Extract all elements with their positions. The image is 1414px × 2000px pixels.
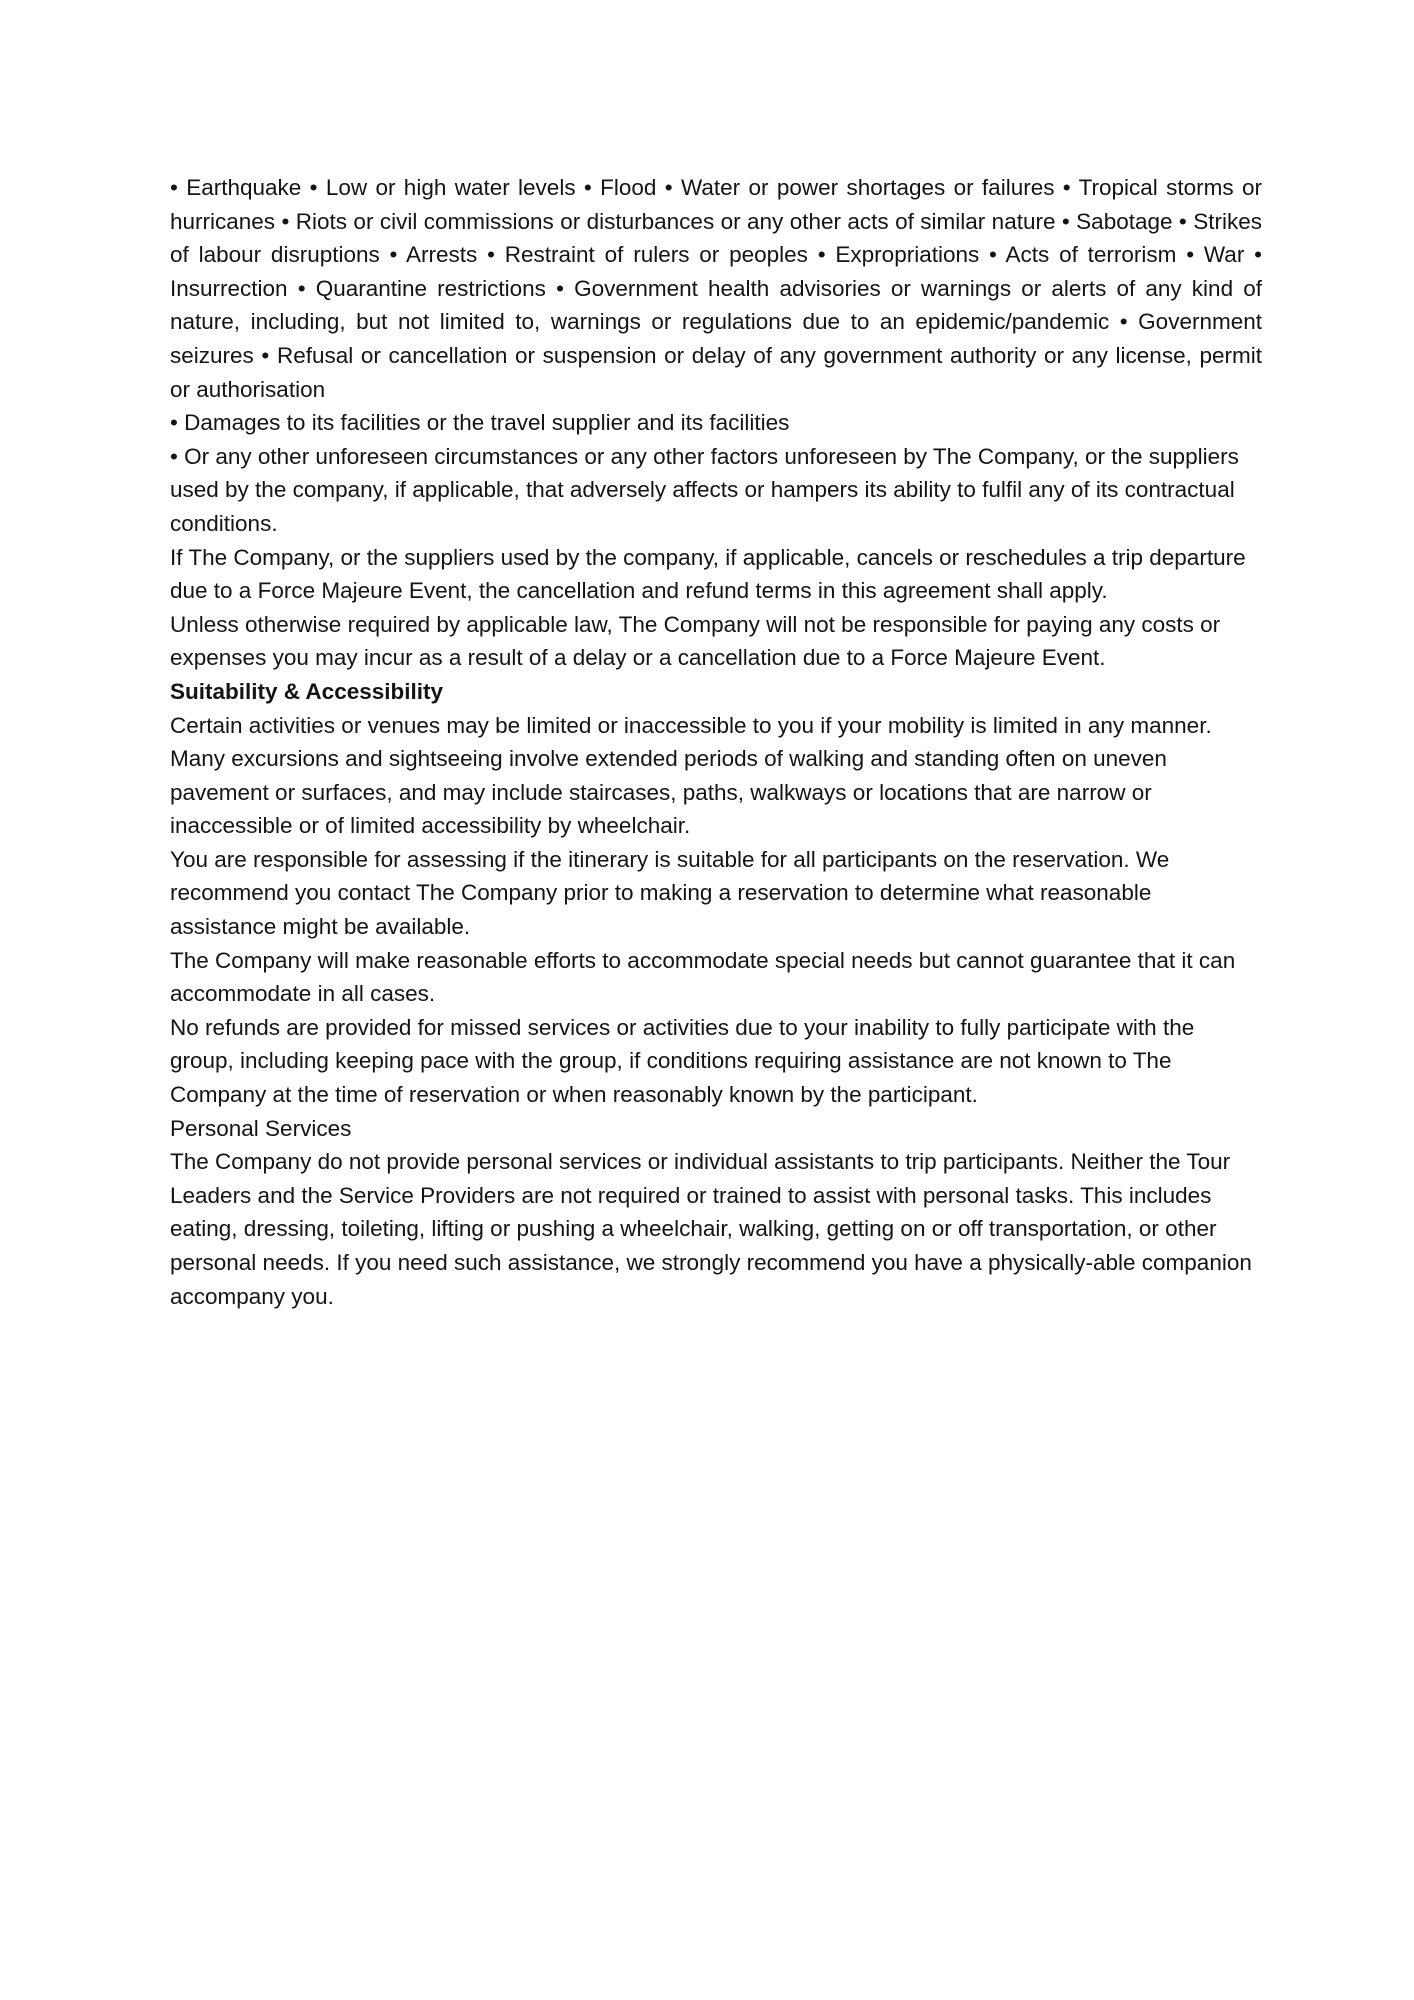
suitability-heading: Suitability & Accessibility: [170, 678, 443, 704]
document-page: [170, 171, 1262, 1313]
refunds-paragraph: No refunds are provided for missed services or activities due to your inability to fully participate with the group, including keeping pace with the group, if conditions requiring assistance are not known to The Company at the time of reservation or when reasonably known by the participant.: [170, 1014, 1195, 1108]
special-needs-paragraph: The Company will make reasonable efforts to accommodate special needs but cannot guarantee that it can accommodate in all cases.: [170, 947, 1236, 1007]
personal-services-heading: Personal Services: [170, 1115, 352, 1141]
activities-paragraph: Certain activities or venues may be limited or inaccessible to you if your mobility is limited in any manner. Many excursions and sightseeing involve extended periods of walking and standing often on uneven pavement or surfaces, and may include staircases, paths, walkways or locations that are narrow or inaccessible or of limited accessibility by wheelchair.: [170, 712, 1212, 839]
force-majeure-events-list: • Earthquake • Low or high water levels • Flood • Water or power shortages or failures • Tropical storms or hurricanes • Riots or civil commissions or disturbances or any other acts of similar nature • Sabotage • Strikes of labour disruptions • Arrests • Restraint of rulers or peoples • Expropriations • Acts of terrorism • War • Insurrection • Quarantine restrictions • Government health advisories or warnings or alerts of any kind of nature, including, but not limited to, warnings or regulations due to an epidemic/pandemic • Government seizures • Refusal or cancellation or suspension or delay of any government authority or any license, permit or authorisation: [170, 175, 1262, 402]
assessing-paragraph: You are responsible for assessing if the itinerary is suitable for all participants on the reservation. We recommend you contact The Company prior to making a reservation to determine what reasonable assistance might be available.: [170, 846, 1170, 940]
unforeseen-circumstances-list-item: • Or any other unforeseen circumstances or any other factors unforeseen by The Company, or the suppliers used by the company, if applicable, that adversely affects or hampers its ability to fulfil any of its contractual conditions.: [170, 443, 1239, 536]
costs-paragraph: Unless otherwise required by applicable law, The Company will not be responsible for paying any costs or expenses you may incur as a result of a delay or a cancellation due to a Force Majeure Event.: [170, 611, 1221, 671]
personal-services-paragraph: The Company do not provide personal services or individual assistants to trip participants. Neither the Tour Leaders and the Service Providers are not required or trained to assist with personal tasks. This includes eating, dressing, toileting, lifting or pushing a wheelchair, walking, getting on or off transportation, or other personal needs. If you need such assistance, we strongly recommend you have a physically-able companion accompany you.: [170, 1149, 1252, 1309]
reschedule-paragraph: If The Company, or the suppliers used by the company, if applicable, cancels or reschedules a trip departure due to a Force Majeure Event, the cancellation and refund terms in this agreement shall apply.: [170, 544, 1246, 604]
damages-list-item: • Damages to its facilities or the travel supplier and its facilities: [170, 410, 790, 436]
